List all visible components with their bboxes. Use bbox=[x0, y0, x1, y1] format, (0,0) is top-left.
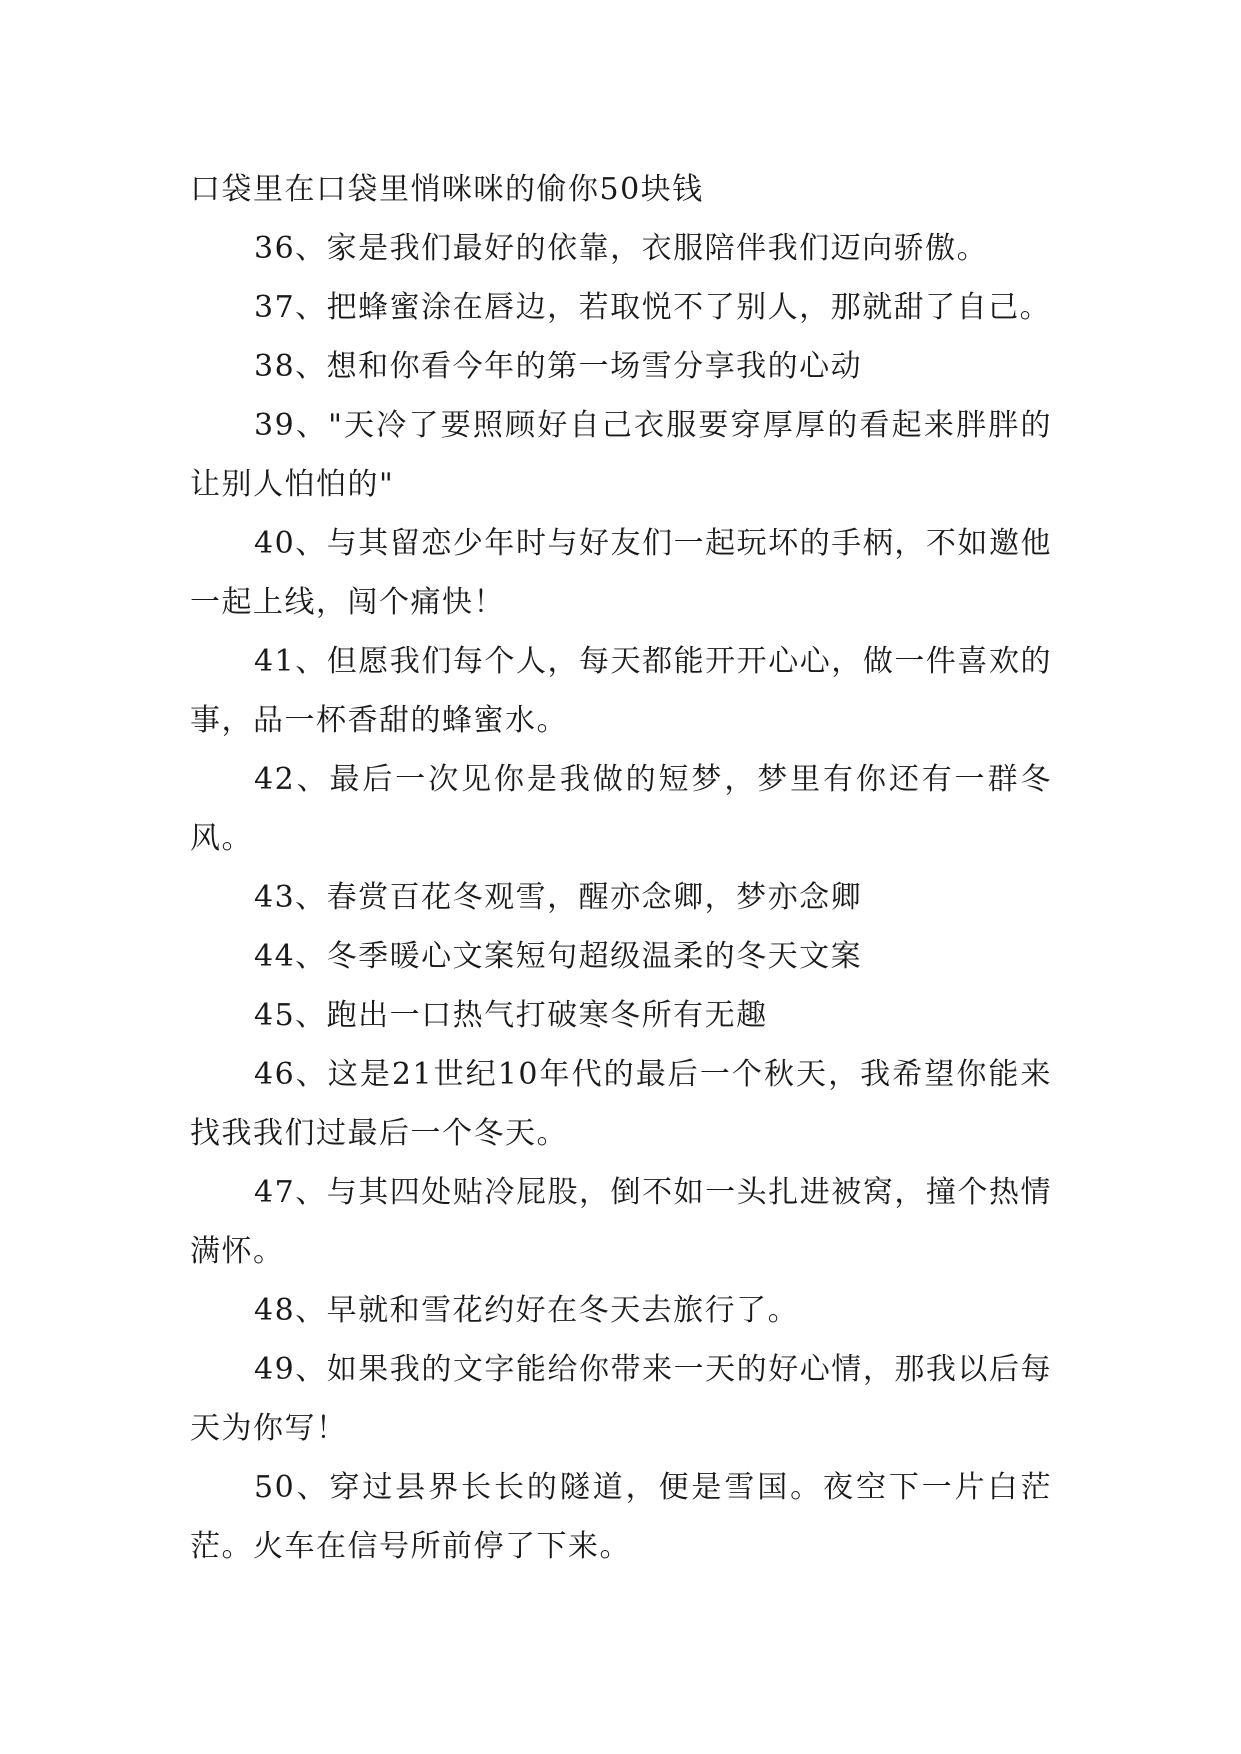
paragraph-44: 44、冬季暖心文案短句超级温柔的冬天文案 bbox=[254, 939, 863, 974]
document-body bbox=[190, 160, 1052, 1576]
paragraph-39: 39、"天冷了要照顾好自己衣服要穿厚厚的看起来胖胖的让别人怕怕的" bbox=[190, 408, 1052, 502]
paragraph-46: 46、这是21世纪10年代的最后一个秋天，我希望你能来找我我们过最后一个冬天。 bbox=[190, 1057, 1052, 1151]
paragraph-42: 42、最后一次见你是我做的短梦，梦里有你还有一群冬风。 bbox=[190, 762, 1052, 856]
paragraph-43: 43、春赏百花冬观雪，醒亦念卿，梦亦念卿 bbox=[254, 880, 863, 915]
paragraph-50: 50、穿过县界长长的隧道，便是雪国。夜空下一片白茫茫。火车在信号所前停了下来。 bbox=[190, 1470, 1052, 1564]
paragraph-45: 45、跑出一口热气打破寒冬所有无趣 bbox=[254, 998, 768, 1033]
paragraph-38: 38、想和你看今年的第一场雪分享我的心动 bbox=[254, 349, 863, 384]
paragraph-36: 36、家是我们最好的依靠，衣服陪伴我们迈向骄傲。 bbox=[254, 231, 989, 266]
paragraph-continued: 口袋里在口袋里悄咪咪的偷你50块钱 bbox=[190, 172, 704, 207]
paragraph-48: 48、早就和雪花约好在冬天去旅行了。 bbox=[254, 1293, 800, 1328]
paragraph-41: 41、但愿我们每个人，每天都能开开心心，做一件喜欢的事，品一杯香甜的蜂蜜水。 bbox=[190, 644, 1052, 738]
paragraph-49: 49、如果我的文字能给你带来一天的好心情，那我以后每天为你写！ bbox=[190, 1352, 1052, 1446]
paragraph-37: 37、把蜂蜜涂在唇边，若取悦不了别人，那就甜了自己。 bbox=[254, 290, 1052, 325]
paragraph-40: 40、与其留恋少年时与好友们一起玩坏的手柄，不如邀他一起上线，闯个痛快！ bbox=[190, 526, 1052, 620]
paragraph-47: 47、与其四处贴冷屁股，倒不如一头扎进被窝，撞个热情满怀。 bbox=[190, 1175, 1052, 1269]
